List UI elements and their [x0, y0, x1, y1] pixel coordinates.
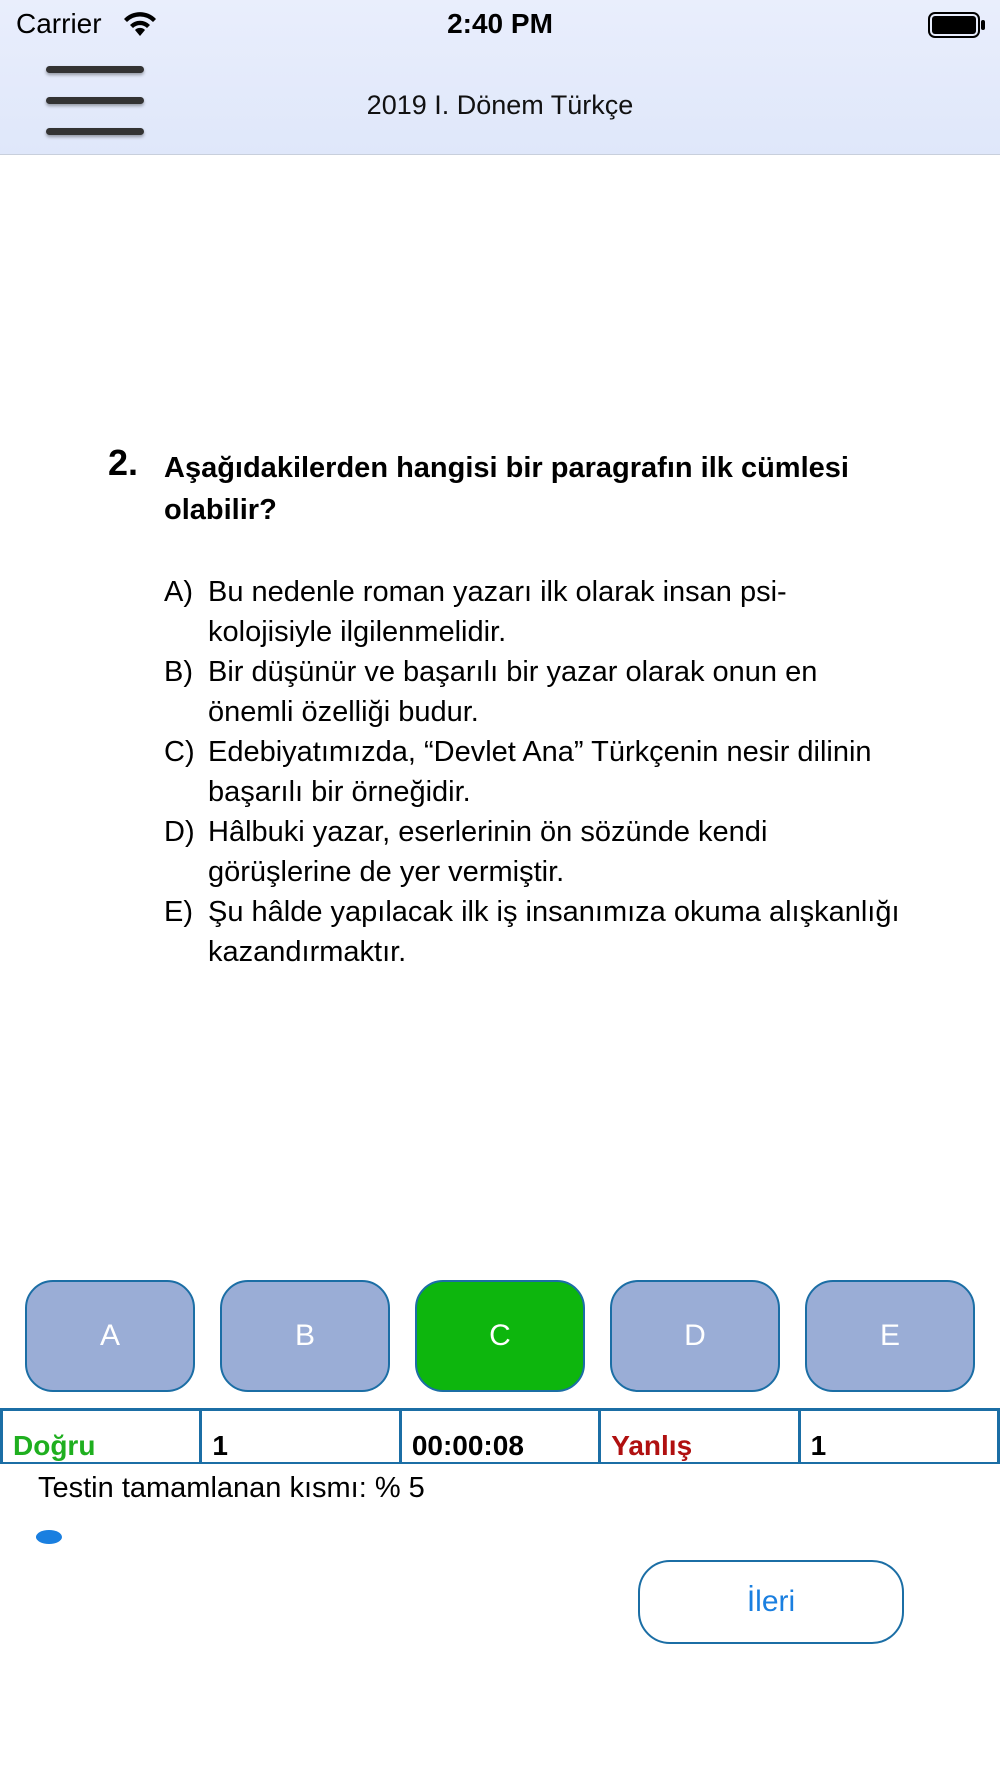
correct-count: 1	[212, 1430, 228, 1461]
next-button[interactable]: İleri	[638, 1560, 904, 1644]
option-letter: B)	[164, 656, 193, 688]
carrier-label: Carrier	[16, 8, 102, 39]
timer: 00:00:08	[411, 1430, 524, 1461]
status-bar	[0, 0, 1000, 50]
hamburger-menu-icon	[46, 128, 144, 135]
wrong-label-cell	[598, 1411, 797, 1462]
answer-button-a[interactable]: A	[25, 1280, 195, 1392]
header	[0, 0, 1000, 155]
option-letter: E)	[164, 896, 193, 928]
option-e	[164, 892, 904, 972]
option-text: Bu nedenle roman yazarı ilk olarak insan psi-kolojisiyle ilgilenmelidir.	[208, 576, 787, 648]
status-time: 2:40 PM	[447, 8, 553, 39]
page-title: 2019 I. Dönem Türkçe	[366, 90, 634, 120]
progress-indicator	[36, 1530, 62, 1544]
score-table	[0, 1408, 1000, 1464]
correct-label: Doğru	[13, 1430, 96, 1461]
wrong-label: Yanlış	[611, 1430, 693, 1461]
correct-value-cell	[199, 1411, 398, 1462]
wrong-count: 1	[810, 1430, 827, 1461]
question-number: 2.	[108, 442, 139, 483]
hamburger-menu-icon	[46, 66, 144, 73]
answer-button-e[interactable]: E	[805, 1280, 975, 1392]
answer-button-b[interactable]: B	[220, 1280, 390, 1392]
option-letter: D)	[164, 816, 195, 848]
option-text: Bir düşünür ve başarılı bir yazar olarak onun en önemli özelliği budur.	[208, 656, 818, 728]
option-letter: A)	[164, 576, 193, 608]
correct-label-cell	[0, 1411, 199, 1462]
question-text: Aşağıdakilerden hangisi bir paragrafın ilk cümlesi olabilir?	[164, 452, 849, 526]
option-text: Şu hâlde yapılacak ilk iş insanımıza okuma alışkanlığı kazandırmaktır.	[208, 896, 900, 968]
option-d	[164, 812, 904, 892]
option-text: Hâlbuki yazar, eserlerinin ön sözünde kendi görüşlerine de yer vermiştir.	[208, 816, 768, 888]
option-c	[164, 732, 904, 812]
option-b	[164, 652, 904, 732]
wrong-value-cell	[798, 1411, 1000, 1462]
answer-button-c[interactable]: C	[415, 1280, 585, 1392]
timer-cell	[399, 1411, 598, 1462]
battery-icon	[928, 12, 986, 38]
options-list	[164, 572, 904, 972]
answer-buttons	[0, 1280, 1000, 1392]
option-letter: C)	[164, 736, 195, 768]
progress-label: Testin tamamlanan kısmı: % 5	[38, 1472, 425, 1504]
option-text: Edebiyatımızda, “Devlet Ana” Türkçenin nesir dilinin başarılı bir örneğidir.	[208, 736, 872, 808]
answer-button-d[interactable]: D	[610, 1280, 780, 1392]
option-a	[164, 572, 904, 652]
progress-bar	[36, 1534, 956, 1540]
